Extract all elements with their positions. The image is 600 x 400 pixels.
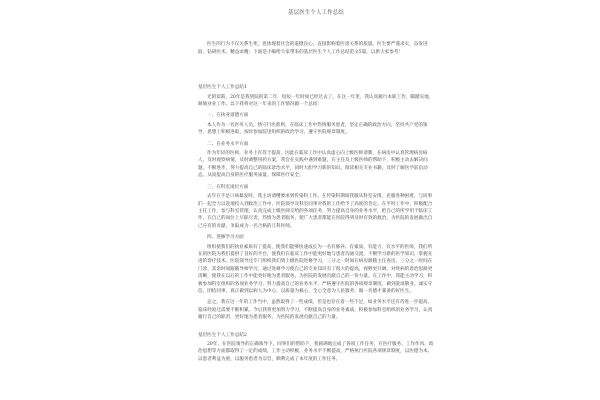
- section-heading: 二、在业务水平方面: [207, 141, 249, 147]
- intro-paragraph: 医生的行为不仅关系生死，也体现着社会的道德良心，直接影响着医患关系的质量。医生要严谨求实，奋发进取，钻研医术，精益求精；下面是小编给大家带来的基层医生个人工作总结范文5篇，以供大家参考！: [198, 42, 428, 55]
- section-heading: 一、在执业道德方面: [207, 113, 249, 119]
- document-body: [198, 8, 434, 367]
- article-1-title: 基层医生个人工作总结1: [198, 85, 247, 91]
- article-2-title: 基层医生个人工作总结2: [198, 332, 247, 338]
- section-heading: 三、在科室岗位方面: [207, 184, 249, 190]
- article-2-opening: 20年，在医院领导的正确领导下，同事们的帮助下，我圆满地完成了各项工作任务，在医疗服务、工作作风、政治思想等方面都取得了一定的成绩，工作主动积极，业务水平不断提高，严格执行医院各项规章制度，以医德为本，以患者利益为重，以服务患者为宗旨，顺利完成了本年度的工作任务。: [198, 342, 434, 362]
- section-body: 作为年轻的医师，业务上有待于提高，因此在临床工作中认真虚心向上级医师请教，在病房中认真管理病房病人，及时观察病情，及时调整用药方案，常会在实践中遇到难题，在主任及上级医师的帮助下，积极主动去解决问题，不断进步，努力提高自己的临床诊治水平，同时大胆学习新的知识，阅读相关专业书籍，及时了解医学前沿动态，从而提高自身的医疗服务质量，保障医疗安全。: [198, 151, 428, 179]
- article-2: [198, 332, 434, 364]
- section-body: 本人作为一名医务人员，恪守行医准则，在临床工作中热情服务患者，坚定正确的政治方向，坚持共产党的领导，思想上积极进取，按时参加院里组织的政治学习，遵守医院规章制度。: [198, 122, 428, 136]
- article-1-closing: 总之，我在这一年的工作当中，虽然取得了一些成绩，但是也存在着一些不足，如业务水平还有待进一步提高，临床经验还需要不断积累。今后我将更加努力学习，不断提高自身的业务素质，积极参加科室组织的业务学习，认真履行自己的职责，更好地为患者服务，为医院的发展贡献自己的力量。: [198, 300, 433, 321]
- section-body: 组织使我们的执业素质有了提高，使我们能够快速成长为一名有修养、有素质、有能力、有水平的医师，我们所在的医院为我们提供了良好的平台，使我们在临床工作中能更好地与患者沟通交流，不断学习新的医学知识，掌握先进的诊疗技术。医院领导还专门组织我们到上级医院进修学习，三分之一时间在病房跟随主任查房，三分之一时间在门诊，其余时间跟随导师学习，通过进修学习使自己的专业知识有了很大的提高，视野更开阔，对疾病的诊治思路更清晰，使我在以后的工作中能更好地为患者服务，为医院的发展贡献自己的一份力量。在工作中，我能主动学习，积极参加科室组织的各项业务学习，努力提高自己的业务水平，严格遵守医院的各项规章制度，做到爱岗敬业、诚实守信、团结同事，真正做到以病人为中心，以质量为核心，全心全意为人民服务，做一名德才兼备的好医生。: [198, 244, 433, 294]
- section-body: 去年在手足口病暴发时，我主动请缨要求到传染科工作。在传染科期间我服从科室安排，克服各种困难，与同事们一起全力以赴地投入到救治工作中，医院领导及科室同事对我的工作给予了高度的肯定。在平时工作中，积极配合主任工作，参与科室管理，认真完成上级医师交给的各项任务，努力提高自身的业务水平，把自己的所学用于临床工作，在自己的岗位上尽职尽责，热情为患者服务，使广大患者都能在医院得到及时有效的救治，为医院的发展做出自己应有的贡献，争取成为一名合格的儿科医师。: [198, 194, 433, 229]
- article-1-opening: 光阴似箭，20年是我到院的第二年，短短一年时间已经过去了。在这一年里，我认真履行本职工作，脚踏实地，兢兢业业工作。以下我将对这一年来的工作情况做一个总结：: [198, 94, 434, 108]
- article-1: [198, 84, 434, 321]
- section-heading: 四、进修学习方面: [207, 235, 244, 241]
- document-title: 基层医生个人工作总结: [288, 10, 344, 16]
